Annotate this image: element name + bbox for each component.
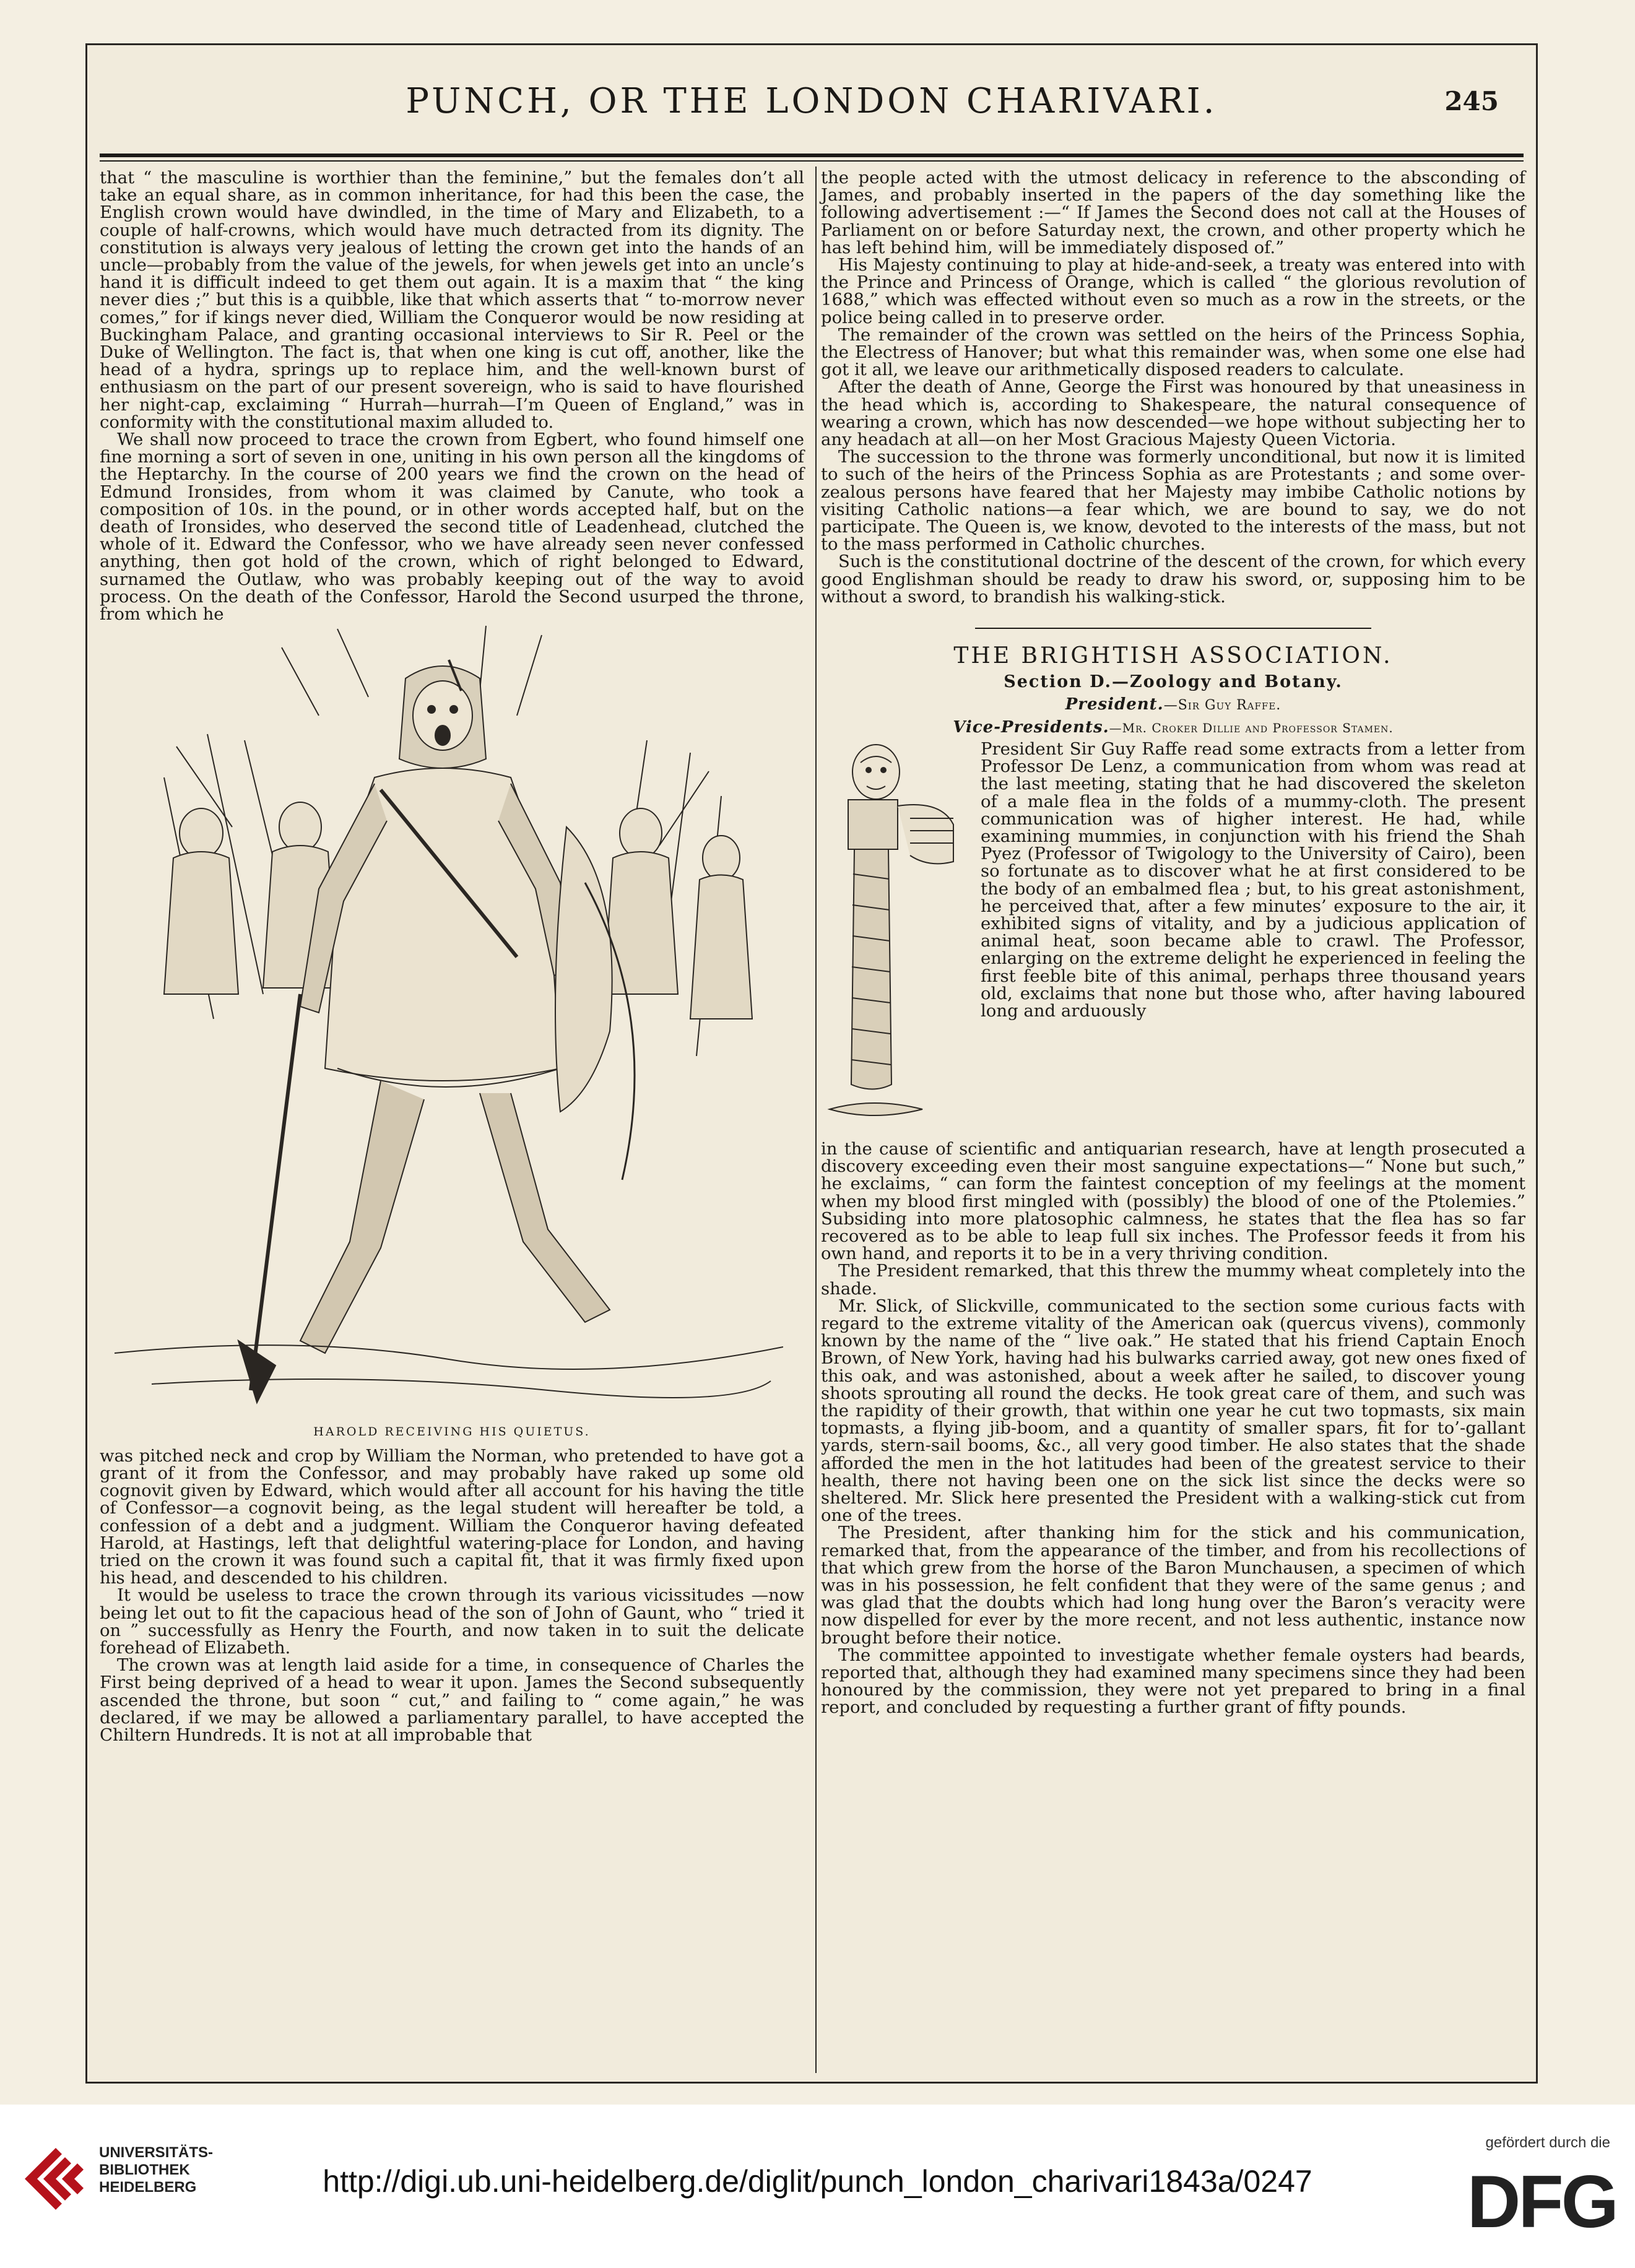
library-line-1: UNIVERSITÄTS- <box>99 2144 214 2161</box>
article-wrapped-text <box>981 740 1525 1019</box>
harold-illustration <box>115 623 783 1415</box>
article-title: THE BRIGHTISH ASSOCIATION. <box>953 643 1393 669</box>
funding-label: gefördert durch die <box>1485 2134 1610 2151</box>
paragraph: The succession to the throne was formerly unconditional, but now it is limited to such of the heirs of the Princess Sophia as are Protestants ; and some over-zealous persons have feared that her Majesty may imbibe Catholic notions by visiting Catholic nations—a fear which, we are bound to say, we do not participate. The Queen is, we know, devoted to the interests of the mass, but not to the mass performed in Catholic churches. <box>821 447 1525 555</box>
dfg-logo: DFG <box>1467 2160 1616 2243</box>
page-header <box>87 81 1536 149</box>
article-figure-wrap <box>821 740 1525 1140</box>
paragraph: Such is the constitutional doctrine of the descent of the crown, for which every good Englishman should be ready to draw his sword, or, supposing him to be without a sword, to brandish his walking-stick. <box>821 552 1525 607</box>
article-vice-presidents-line <box>821 719 1525 737</box>
page-title: PUNCH, OR THE LONDON CHARIVARI. <box>405 81 1218 121</box>
paragraph: President Sir Guy Raffe read some extracts from a letter from Professor De Lenz, a communication from whom was read at the last meeting, stating that he had discovered the skeleton of a male flea in the folds of a mummy-cloth. The present communication was of higher interest. He had, while examining mummies, in conjunction with his friend the Shah Pyez (Professor of Twigology to the University of Cairo), been so fortunate as to discover what he at first considered to be the body of an embalmed flea ; but, to his great astonishment, he perceived that, after a few minutes’ exposure to the air, it exhibited signs of vitality, and by a judicious application of animal heat, soon became able to crawl. The Professor, enlarging on the extreme delight he experienced in feeling the first feeble bite of this animal, perhaps three thousand years old, exclaims that none but those who, after having laboured long and arduously <box>981 738 1525 1021</box>
paragraph: that “ the masculine is worthier than the feminine,” but the females don’t all take an equal share, as in common inheritance, for had this been the case, the English crown would have dwindled, in the time of Mary and Elizabeth, to a couple of half-crowns, which would have much detracted from its dignity. The constitution is always very jealous of letting the crown get into the hands of an uncle—probably from the value of the jewels, for when jewels get into an uncle’s hand it is difficult indeed to get them out again. It is a maxim that “ the king never dies ;” but this is a quibble, like that which asserts that “ to-morrow never comes,” for if kings never died, William the Conqueror would be now residing at Buckingham Palace, and granting occasional interviews to Sir R. Peel or the Duke of Wellington. The fact is, that when one king is cut off, another, like the head of a hydra, springs up to replace him, and the well-known burst of enthusiasm on the part of our present sovereign, who is said to have flourished her night-cap, exclaiming “ Hurrah—hurrah—I’m Queen of England,” was in conformity with the constitutional maxim alluded to. <box>100 168 804 432</box>
paragraph: We shall now proceed to trace the crown from Egbert, who found himself one fine morning a sort of seven in one, uniting in his own person all the kingdoms of the Heptarchy. In the course of 200 years we find the crown on the head of Edmund Ironsides, from whom it was claimed by Canute, who took a composition of 10s. in the pound, or in other words accepted half, but on the death of Ironsides, who deserved the second title of Leadenhead, clutched the whole of it. Edward the Confessor, who we have already seen never confessed anything, then got hold of the crown, which of right belonged to Edward, surnamed the Outlaw, who was probably keeping out of the way to avoid process. On the death of the Confessor, Harold the Second usurped the throne, from which he <box>100 430 804 625</box>
mummy-figure-illustration <box>817 738 969 1140</box>
scanned-page <box>85 43 1538 2084</box>
president-name: —Sir Guy Raffe. <box>1163 698 1282 714</box>
paragraph: The crown was at length laid aside for a time, in consequence of Charles the First being deprived of a head to wear it upon. James the Second subsequently ascended the throne, but soon “ cut,” and failing to “ come again,” he was declared, if we may be allowed a parliamentary parallel, to have accepted the Chiltern Hundreds. It is not at all improbable that <box>100 1655 804 1745</box>
paragraph: The committee appointed to investigate whether female oysters had beards, reported that, although they had examined many specimens since they had been honoured by the commission, they were not yet prepared to bring in a final report, and concluded by requesting a further grant of fifty pounds. <box>821 1645 1525 1718</box>
paragraph: The President, after thanking him for the stick and his communication, remarked that, from the appearance of the timber, and from his recollections of that which grew from the horse of the Baron Munchausen, a specimen of which was in his possession, he felt confident that they were of the same genus ; and was glad that the doubts which had long hung over the Baron’s veracity were now dispelled for ever by the more recent, and not less authentic, instance now brought before their notice. <box>821 1523 1525 1648</box>
vice-presidents-label: Vice-Presidents. <box>953 717 1109 737</box>
left-column <box>100 169 804 1744</box>
paragraph: The remainder of the crown was settled on the heirs of the Princess Sophia, the Electress of Hanover; but what this remainder was, when some one else had got it all, we leave our arithmetically disposed readers to calculate. <box>821 324 1525 380</box>
article-section-heading: Section D.—Zoology and Botany. <box>1004 672 1343 692</box>
paragraph: After the death of Anne, George the First was honoured by that uneasiness in the head which is, according to Shakespeare, the natural consequence of wearing a crown, which has now descended—we hope without subjecting her to any headach at all—on her Most Gracious Majesty Queen Victoria. <box>821 377 1525 450</box>
paragraph: It would be useless to trace the crown through its various vicissitudes —now being let out to fit the capacious head of the son of John of Gaunt, who “ tried it on ” successfully as Henry the Fourth, and now taken in to suit the delicate forehead of Elizabeth. <box>100 1585 804 1658</box>
library-line-2: BIBLIOTHEK <box>99 2162 190 2178</box>
paragraph: His Majesty continuing to play at hide-and-seek, a treaty was entered into with the Prince and Princess of Orange, which is called “ the glorious revolution of 1688,” which was effected without even so much as a row in the streets, or the police being called in to preserve order. <box>821 255 1525 327</box>
president-label: President. <box>1065 695 1164 714</box>
vice-presidents-names: —Mr. Croker Dillie and Professor Stamen. <box>1109 720 1394 735</box>
right-column <box>821 169 1525 1716</box>
article-separator <box>975 628 1371 629</box>
paragraph: the people acted with the utmost delicacy in reference to the absconding of James, and probably inserted in the papers of the day something like the following advertisement :—“ If James the Second does not call at the Houses of Parliament on or before Saturday next, the crown, and other property which he has left behind him, will be immediately disposed of.” <box>821 168 1525 258</box>
header-rule-thick <box>100 154 1524 157</box>
source-url-link[interactable]: http://digi.ub.uni-heidelberg.de/diglit/punch_london_charivari1843a/0247 <box>323 2164 1312 2199</box>
article-president-line <box>821 696 1525 714</box>
header-rule-thin <box>100 160 1524 162</box>
page-number: 245 <box>1444 86 1499 116</box>
footer-bar <box>0 2105 1635 2268</box>
paragraph: Mr. Slick, of Slickville, communicated to the section some curious facts with regard to the extreme vitality of the American oak (quercus vivens), commonly known by the name of the “ live oak.” He stated that his friend Captain Enoch Brown, of New York, having had his bulwarks carried away, got new ones fixed of this oak, and was astonished, about a week after he sailed, to discover young shoots sprouting all round the decks. He took great care of them, and such was the rapidity of their growth, that within one year he cut two topmasts, six main topmasts, a flying jib-boom, and a quantity of smaller spars, fit for to’-gallant yards, stern-sail booms, &c., all very good timber. He also states that the shade afforded the men in the hot latitudes had been of the greatest service to their health, there not having been one on the sick list since the decks were so sheltered. Mr. Slick here presented the President with a walking-stick cut from one of the trees. <box>821 1296 1525 1526</box>
paragraph: was pitched neck and crop by William the Norman, who pretended to have got a grant of it from the Confessor, and may probably have raked up some old cognovit given by Edward, which would after all account for his having the title of Confessor—a cognovit being, as the legal student will hereafter be told, a confession of a debt and a judgment. William the Conqueror having defeated Harold, at Hastings, left that delightful watering-place for London, and having tried on the crown it was found such a capital fit, that it was firmly fixed upon his head, and descended to his children. <box>100 1445 804 1588</box>
library-line-3: HEIDELBERG <box>99 2179 197 2196</box>
column-divider <box>815 167 817 2073</box>
paragraph: in the cause of scientific and antiquarian research, have at length prosecuted a discovery exceeding even their most sanguine expectations—“ None but such,” he exclaims, “ can form the faintest conception of my feelings at the moment when my blood first mingled with (possibly) the blood of one of the Ptolemies.” Subsiding into more platosophic calmness, he states that the flea has so far recovered as to be able to leap full six inches. The Professor feeds it from his own hand, and reports it to be in a very thriving condition. <box>821 1138 1525 1264</box>
illustration-caption: HAROLD RECEIVING HIS QUIETUS. <box>313 1425 591 1439</box>
paragraph: The President remarked, that this threw the mummy wheat completely into the shade. <box>821 1261 1525 1299</box>
